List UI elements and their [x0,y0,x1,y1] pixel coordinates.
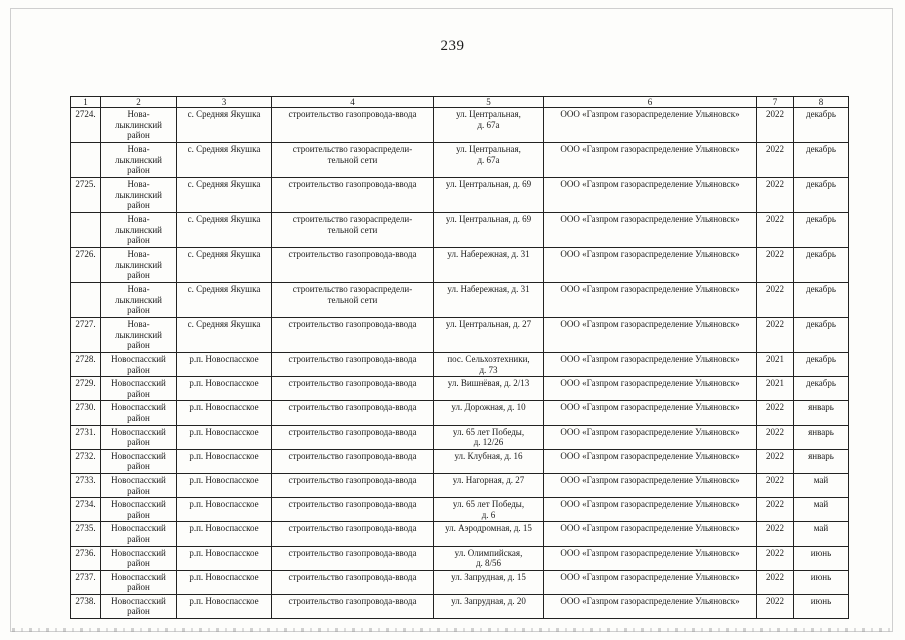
district-cell: Нова- лыклинский район [101,248,177,283]
row-number-cell: 2728. [71,353,101,377]
month-cell: январь [794,401,849,425]
organization-cell: ООО «Газпром газораспределение Ульяновск» [544,213,757,248]
settlement-cell: р.п. Новоспасское [177,570,272,594]
address-cell: пос. Сельхозтехники, д. 73 [434,353,544,377]
address-cell: ул. Аэродромная, д. 15 [434,522,544,546]
year-cell: 2022 [757,401,794,425]
column-header: 7 [757,97,794,108]
settlement-cell: с. Средняя Якушка [177,248,272,283]
month-cell: май [794,498,849,522]
district-cell: Новоспасский район [101,425,177,449]
year-cell: 2022 [757,283,794,318]
month-cell: декабрь [794,178,849,213]
table-row [71,213,849,248]
settlement-cell: р.п. Новоспасское [177,594,272,618]
year-cell: 2022 [757,318,794,353]
row-number-cell: 2738. [71,594,101,618]
table-row [71,377,849,401]
row-number-cell: 2726. [71,248,101,283]
column-header: 6 [544,97,757,108]
year-cell: 2022 [757,570,794,594]
address-cell: ул. Центральная, д. 69 [434,213,544,248]
month-cell: декабрь [794,353,849,377]
year-cell: 2022 [757,143,794,178]
work-type-cell: строительство газопровода-ввода [272,108,434,143]
table-row [71,318,849,353]
work-type-cell: строительство газопровода-ввода [272,318,434,353]
organization-cell: ООО «Газпром газораспределение Ульяновск» [544,522,757,546]
address-cell: ул. Набережная, д. 31 [434,248,544,283]
address-cell: ул. Набережная, д. 31 [434,283,544,318]
settlement-cell: р.п. Новоспасское [177,425,272,449]
district-cell: Новоспасский район [101,353,177,377]
organization-cell: ООО «Газпром газораспределение Ульяновск» [544,570,757,594]
table-row [71,283,849,318]
organization-cell: ООО «Газпром газораспределение Ульяновск» [544,283,757,318]
address-cell: ул. 65 лет Победы, д. 12/26 [434,425,544,449]
row-number-cell: 2731. [71,425,101,449]
organization-cell: ООО «Газпром газораспределение Ульяновск» [544,473,757,497]
address-cell: ул. Запрудная, д. 15 [434,570,544,594]
settlement-cell: р.п. Новоспасское [177,353,272,377]
column-header: 2 [101,97,177,108]
settlement-cell: р.п. Новоспасское [177,377,272,401]
row-number-cell [71,283,101,318]
work-type-cell: строительство газораспредели- тельной сети [272,143,434,178]
organization-cell: ООО «Газпром газораспределение Ульяновск» [544,401,757,425]
row-number-cell: 2724. [71,108,101,143]
month-cell: июнь [794,570,849,594]
row-number-cell: 2725. [71,178,101,213]
settlement-cell: р.п. Новоспасское [177,546,272,570]
organization-cell: ООО «Газпром газораспределение Ульяновск» [544,449,757,473]
settlement-cell: с. Средняя Якушка [177,318,272,353]
district-cell: Новоспасский район [101,522,177,546]
work-type-cell: строительство газопровода-ввода [272,425,434,449]
address-cell: ул. Клубная, д. 16 [434,449,544,473]
work-type-cell: строительство газопровода-ввода [272,353,434,377]
address-cell: ул. Запрудная, д. 20 [434,594,544,618]
organization-cell: ООО «Газпром газораспределение Ульяновск» [544,318,757,353]
work-type-cell: строительство газопровода-ввода [272,546,434,570]
address-cell: ул. Центральная, д. 67а [434,108,544,143]
year-cell: 2022 [757,213,794,248]
year-cell: 2022 [757,594,794,618]
row-number-cell [71,213,101,248]
year-cell: 2022 [757,546,794,570]
work-type-cell: строительство газопровода-ввода [272,449,434,473]
year-cell: 2022 [757,108,794,143]
row-number-cell: 2732. [71,449,101,473]
address-cell: ул. Центральная, д. 27 [434,318,544,353]
table-row [71,473,849,497]
registry-body [71,108,849,619]
month-cell: декабрь [794,143,849,178]
scan-artifact-line [12,628,892,632]
organization-cell: ООО «Газпром газораспределение Ульяновск» [544,594,757,618]
organization-cell: ООО «Газпром газораспределение Ульяновск» [544,353,757,377]
organization-cell: ООО «Газпром газораспределение Ульяновск» [544,377,757,401]
work-type-cell: строительство газопровода-ввода [272,178,434,213]
month-cell: июнь [794,546,849,570]
settlement-cell: р.п. Новоспасское [177,401,272,425]
address-cell: ул. Центральная, д. 69 [434,178,544,213]
year-cell: 2021 [757,377,794,401]
district-cell: Новоспасский район [101,449,177,473]
district-cell: Новоспасский район [101,377,177,401]
month-cell: январь [794,425,849,449]
district-cell: Новоспасский район [101,570,177,594]
settlement-cell: с. Средняя Якушка [177,213,272,248]
table-row [71,248,849,283]
month-cell: июнь [794,594,849,618]
year-cell: 2022 [757,522,794,546]
district-cell: Новоспасский район [101,473,177,497]
month-cell: январь [794,449,849,473]
row-number-cell: 2733. [71,473,101,497]
settlement-cell: р.п. Новоспасское [177,473,272,497]
column-header: 3 [177,97,272,108]
work-type-cell: строительство газопровода-ввода [272,570,434,594]
organization-cell: ООО «Газпром газораспределение Ульяновск» [544,425,757,449]
organization-cell: ООО «Газпром газораспределение Ульяновск» [544,248,757,283]
row-number-cell [71,143,101,178]
year-cell: 2022 [757,449,794,473]
row-number-cell: 2735. [71,522,101,546]
settlement-cell: с. Средняя Якушка [177,143,272,178]
settlement-cell: с. Средняя Якушка [177,283,272,318]
year-cell: 2022 [757,473,794,497]
district-cell: Новоспасский район [101,498,177,522]
district-cell: Новоспасский район [101,594,177,618]
table-row [71,498,849,522]
settlement-cell: р.п. Новоспасское [177,449,272,473]
work-type-cell: строительство газопровода-ввода [272,522,434,546]
address-cell: ул. Олимпийская, д. 8/56 [434,546,544,570]
organization-cell: ООО «Газпром газораспределение Ульяновск» [544,498,757,522]
year-cell: 2022 [757,248,794,283]
work-type-cell: строительство газопровода-ввода [272,248,434,283]
row-number-cell: 2730. [71,401,101,425]
work-type-cell: строительство газораспредели- тельной сети [272,213,434,248]
month-cell: май [794,522,849,546]
column-header: 1 [71,97,101,108]
column-header: 5 [434,97,544,108]
page-number: 239 [440,38,465,54]
table-row [71,546,849,570]
settlement-cell: с. Средняя Якушка [177,108,272,143]
address-cell: ул. Вишнёвая, д. 2/13 [434,377,544,401]
district-cell: Новоспасский район [101,401,177,425]
table-row [71,353,849,377]
table-row [71,594,849,618]
table-row [71,449,849,473]
table-row [71,522,849,546]
table-row [71,108,849,143]
work-type-cell: строительство газопровода-ввода [272,594,434,618]
row-number-cell: 2736. [71,546,101,570]
work-type-cell: строительство газораспредели- тельной сети [272,283,434,318]
work-type-cell: строительство газопровода-ввода [272,401,434,425]
month-cell: декабрь [794,108,849,143]
work-type-cell: строительство газопровода-ввода [272,377,434,401]
organization-cell: ООО «Газпром газораспределение Ульяновск» [544,108,757,143]
column-header: 4 [272,97,434,108]
address-cell: ул. Дорожная, д. 10 [434,401,544,425]
work-type-cell: строительство газопровода-ввода [272,498,434,522]
organization-cell: ООО «Газпром газораспределение Ульяновск» [544,546,757,570]
year-cell: 2021 [757,353,794,377]
month-cell: декабрь [794,318,849,353]
month-cell: декабрь [794,248,849,283]
organization-cell: ООО «Газпром газораспределение Ульяновск» [544,143,757,178]
row-number-cell: 2734. [71,498,101,522]
table-row [71,425,849,449]
table-row [71,401,849,425]
district-cell: Нова- лыклинский район [101,178,177,213]
address-cell: ул. Центральная, д. 67а [434,143,544,178]
organization-cell: ООО «Газпром газораспределение Ульяновск» [544,178,757,213]
table-row [71,143,849,178]
table-row [71,178,849,213]
column-number-row [71,97,849,108]
month-cell: май [794,473,849,497]
settlement-cell: с. Средняя Якушка [177,178,272,213]
address-cell: ул. 65 лет Победы, д. 6 [434,498,544,522]
district-cell: Нова- лыклинский район [101,283,177,318]
work-type-cell: строительство газопровода-ввода [272,473,434,497]
table-row [71,570,849,594]
row-number-cell: 2727. [71,318,101,353]
year-cell: 2022 [757,425,794,449]
column-header: 8 [794,97,849,108]
district-cell: Нова- лыклинский район [101,318,177,353]
year-cell: 2022 [757,498,794,522]
district-cell: Новоспасский район [101,546,177,570]
month-cell: декабрь [794,213,849,248]
year-cell: 2022 [757,178,794,213]
month-cell: декабрь [794,377,849,401]
row-number-cell: 2737. [71,570,101,594]
settlement-cell: р.п. Новоспасское [177,522,272,546]
district-cell: Нова- лыклинский район [101,213,177,248]
month-cell: декабрь [794,283,849,318]
registry-table [70,96,849,619]
district-cell: Нова- лыклинский район [101,143,177,178]
address-cell: ул. Нагорная, д. 27 [434,473,544,497]
row-number-cell: 2729. [71,377,101,401]
settlement-cell: р.п. Новоспасское [177,498,272,522]
district-cell: Нова- лыклинский район [101,108,177,143]
